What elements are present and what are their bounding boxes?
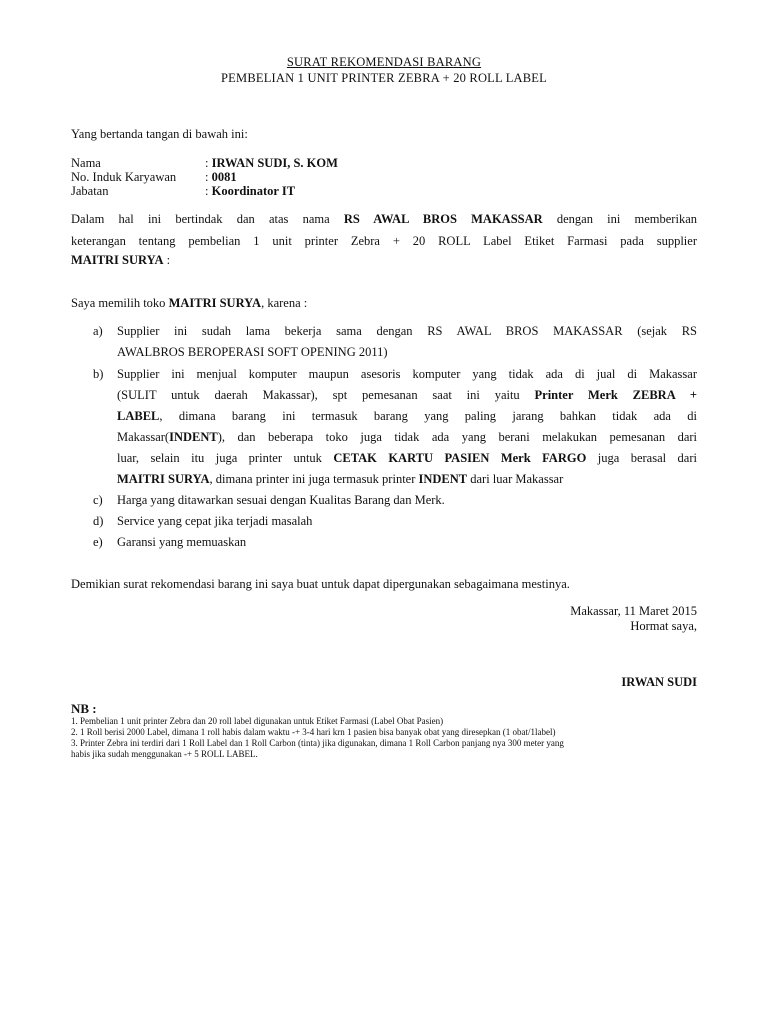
- paragraph-1-line-1: Dalam hal ini bertindak dan atas nama RS AWAL BROS MAKASSAR dengan ini memberikan: [71, 212, 697, 226]
- nb-note-3-continued: habis jika sudah menggunakan -+ 5 ROLL LABEL.: [71, 749, 258, 759]
- identity-label-position: Jabatan: [71, 184, 109, 198]
- identity-label-name: Nama: [71, 156, 101, 170]
- reason-e: Garansi yang memuaskan: [117, 535, 247, 549]
- place-date: Makassar, 11 Maret 2015: [570, 604, 697, 618]
- paragraph-2: Saya memilih toko MAITRI SURYA, karena :: [71, 296, 308, 310]
- paragraph-1-line-2: keterangan tentang pembelian 1 unit printer Zebra + 20 ROLL Label Etiket Farmasi pada supplier: [71, 234, 697, 248]
- reason-a-line-1: Supplier ini sudah lama bekerja sama dengan RS AWAL BROS MAKASSAR (sejak RS: [117, 324, 697, 338]
- reason-b-line-2: (SULIT untuk daerah Makassar), spt pemesanan saat ini yaitu Printer Merk ZEBRA +: [117, 388, 697, 402]
- list-marker-d: d): [93, 514, 104, 528]
- closing-statement: Demikian surat rekomendasi barang ini saya buat untuk dapat dipergunakan sebagaimana mestinya.: [71, 577, 570, 591]
- identity-label-nik: No. Induk Karyawan: [71, 170, 177, 184]
- identity-value-name: : IRWAN SUDI, S. KOM: [205, 156, 338, 170]
- list-marker-e: e): [93, 535, 103, 549]
- reason-c: Harga yang ditawarkan sesuai dengan Kualitas Barang dan Merk.: [117, 493, 445, 507]
- paragraph-1-line-3: MAITRI SURYA :: [71, 253, 171, 267]
- nb-note-3: 3. Printer Zebra ini terdiri dari 1 Roll Label dan 1 Roll Carbon (tinta) jika digunakan, dimana 1 Roll Carbon panjang nya 300 meter yang: [71, 738, 564, 748]
- document-subtitle: PEMBELIAN 1 UNIT PRINTER ZEBRA + 20 ROLL LABEL: [221, 71, 547, 85]
- nb-note-1: 1. Pembelian 1 unit printer Zebra dan 20 roll label digunakan untuk Etiket Farmasi (Label Obat Pasien): [71, 716, 444, 726]
- reason-b-line-6: MAITRI SURYA, dimana printer ini juga termasuk printer INDENT dari luar Makassar: [117, 472, 564, 486]
- reason-b-line-3: LABEL, dimana barang ini termasuk barang yang paling jarang bahkan tidak ada di: [117, 409, 697, 423]
- reason-b-line-1: Supplier ini menjual komputer maupun asesoris komputer yang tidak ada di jual di Makassar: [117, 367, 697, 381]
- document-title: SURAT REKOMENDASI BARANG: [286, 55, 482, 69]
- list-marker-a: a): [93, 324, 103, 338]
- nb-title: NB :: [71, 701, 97, 716]
- regards: Hormat saya,: [630, 619, 697, 633]
- list-marker-c: c): [93, 493, 103, 507]
- list-marker-b: b): [93, 367, 104, 381]
- identity-value-position: : Koordinator IT: [205, 184, 296, 198]
- identity-value-nik: : 0081: [205, 170, 237, 184]
- reason-d: Service yang cepat jika terjadi masalah: [117, 514, 313, 528]
- nb-note-2: 2. 1 Roll berisi 2000 Label, dimana 1 roll habis dalam waktu -+ 3-4 hari krn 1 pasien bisa banyak obat yang diresepkan (1 obat/1label): [71, 727, 556, 737]
- reason-b-line-5: luar, selain itu juga printer untuk CETAK KARTU PASIEN Merk FARGO juga berasal dari: [117, 451, 697, 465]
- reason-a-line-2: AWALBROS BEROPERASI SOFT OPENING 2011): [117, 345, 388, 359]
- intro-text: Yang bertanda tangan di bawah ini:: [71, 127, 248, 141]
- signer-name: IRWAN SUDI: [621, 675, 697, 689]
- reason-b-line-4: Makassar(INDENT), dan beberapa toko juga tidak ada yang berani melakukan pemesanan dari: [117, 430, 697, 444]
